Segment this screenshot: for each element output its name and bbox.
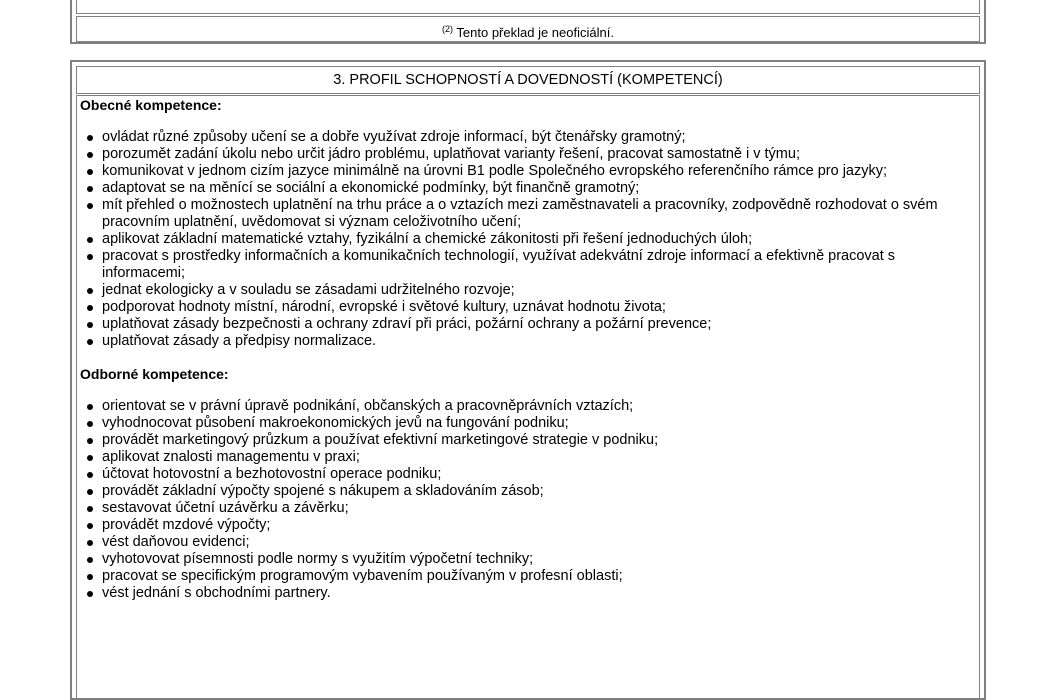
competence-item — [80, 466, 976, 483]
competence-text: aplikovat základní matematické vztahy, fyzikální a chemické zákonitosti při řešení jednoduchých úloh; — [102, 231, 753, 247]
competence-item — [80, 316, 976, 333]
bullet-icon — [87, 506, 93, 512]
competence-text: provádět marketingový průzkum a používat efektivní marketingové strategie v podniku; — [102, 432, 659, 448]
competence-item — [80, 432, 976, 449]
bullet-icon — [87, 472, 93, 478]
competence-text: pracovat s prostředky informačních a komunikačních technologií, využívat adekvátní zdroje informací a efektivně pracovat s informacemi; — [102, 248, 896, 281]
competence-item — [80, 517, 976, 534]
competence-text: komunikovat v jednom cizím jazyce minimálně na úrovni B1 podle Společného evropského referenčního rámce pro jazyky; — [102, 163, 888, 179]
competence-text: adaptovat se na měnící se sociální a ekonomické podmínky, být finančně gramotný; — [102, 180, 640, 196]
competence-item — [80, 398, 976, 415]
bullet-icon — [87, 455, 93, 461]
competence-text: účtovat hotovostní a bezhotovostní operace podniku; — [102, 466, 442, 482]
competence-text: aplikovat znalosti managementu v praxi; — [102, 449, 360, 465]
competence-item — [80, 248, 976, 282]
competence-item — [80, 500, 976, 517]
general-competences-heading: Obecné kompetence: — [80, 97, 222, 113]
competence-item — [80, 333, 976, 350]
previous-table-cell — [76, 0, 980, 14]
competence-item — [80, 129, 976, 146]
bullet-icon — [87, 523, 93, 529]
competence-item — [80, 534, 976, 551]
bullet-icon — [87, 288, 93, 294]
bullet-icon — [87, 421, 93, 427]
bullet-icon — [87, 438, 93, 444]
general-competences-list — [80, 129, 976, 350]
bullet-icon — [87, 305, 93, 311]
bullet-icon — [87, 203, 93, 209]
competence-text: vést daňovou evidenci; — [102, 534, 250, 550]
competence-text: vyhotovovat písemnosti podle normy s využitím výpočetní techniky; — [102, 551, 534, 567]
competence-text: sestavovat účetní uzávěrku a závěrku; — [102, 500, 349, 516]
footnote-mark: (2) — [442, 24, 454, 34]
bullet-icon — [87, 254, 93, 260]
competence-text: provádět mzdové výpočty; — [102, 517, 271, 533]
competence-text: vést jednání s obchodními partnery. — [102, 585, 331, 601]
professional-competences-list — [80, 398, 976, 602]
competence-item — [80, 299, 976, 316]
bullet-icon — [87, 404, 93, 410]
previous-table-fragment — [70, 0, 986, 44]
bullet-icon — [87, 489, 93, 495]
competence-text: pracovat se specifickým programovým vybavením používaným v profesní oblasti; — [102, 568, 623, 584]
competence-item — [80, 568, 976, 585]
bullet-icon — [87, 237, 93, 243]
competence-item — [80, 483, 976, 500]
competence-text: mít přehled o možnostech uplatnění na trhu práce a o vztazích mezi zaměstnavateli a pracovníky, zodpovědně rozhodovat o svém pracovním uplatnění, uvědomovat si význam celoživotního učení; — [102, 197, 938, 230]
bullet-icon — [87, 169, 93, 175]
competence-text: orientovat se v právní úpravě podnikání, občanských a pracovněprávních vztazích; — [102, 398, 634, 414]
competence-text: uplatňovat zásady bezpečnosti a ochrany zdraví při práci, požární ochrany a požární prevence; — [102, 316, 712, 332]
competence-item — [80, 585, 976, 602]
competence-text: vyhodnocovat působení makroekonomických jevů na fungování podniku; — [102, 415, 569, 431]
footnote-text: Tento překlad je neoficiální. — [453, 25, 614, 40]
competence-item — [80, 231, 976, 248]
competence-text: provádět základní výpočty spojené s nákupem a skladováním zásob; — [102, 483, 544, 499]
competence-text: jednat ekologicky a v souladu se zásadami udržitelného rozvoje; — [102, 282, 515, 298]
bullet-icon — [87, 152, 93, 158]
competence-item — [80, 197, 976, 231]
competence-item — [80, 551, 976, 568]
section-title: 3. PROFIL SCHOPNOSTÍ A DOVEDNOSTÍ (KOMPETENCÍ) — [76, 66, 980, 94]
competence-item — [80, 163, 976, 180]
bullet-icon — [87, 322, 93, 328]
bullet-icon — [87, 339, 93, 345]
translation-footnote — [76, 16, 980, 42]
bullet-icon — [87, 186, 93, 192]
competence-text: porozumět zadání úkolu nebo určit jádro problému, uplatňovat varianty řešení, pracovat samostatně i v týmu; — [102, 146, 800, 162]
competence-profile-table — [70, 60, 986, 700]
competence-item — [80, 180, 976, 197]
bullet-icon — [87, 540, 93, 546]
competence-text: podporovat hodnoty místní, národní, evropské i světové kultury, uznávat hodnotu života; — [102, 299, 666, 315]
professional-competences-heading: Odborné kompetence: — [80, 366, 229, 382]
competence-item — [80, 415, 976, 432]
competence-text: ovládat různé způsoby učení se a dobře využívat zdroje informací, být čtenářsky gramotný; — [102, 129, 686, 145]
competence-text: uplatňovat zásady a předpisy normalizace. — [102, 333, 377, 349]
bullet-icon — [87, 574, 93, 580]
competence-item — [80, 146, 976, 163]
bullet-icon — [87, 591, 93, 597]
competence-item — [80, 282, 976, 299]
competence-body — [76, 95, 980, 698]
bullet-icon — [87, 557, 93, 563]
bullet-icon — [87, 135, 93, 141]
competence-item — [80, 449, 976, 466]
